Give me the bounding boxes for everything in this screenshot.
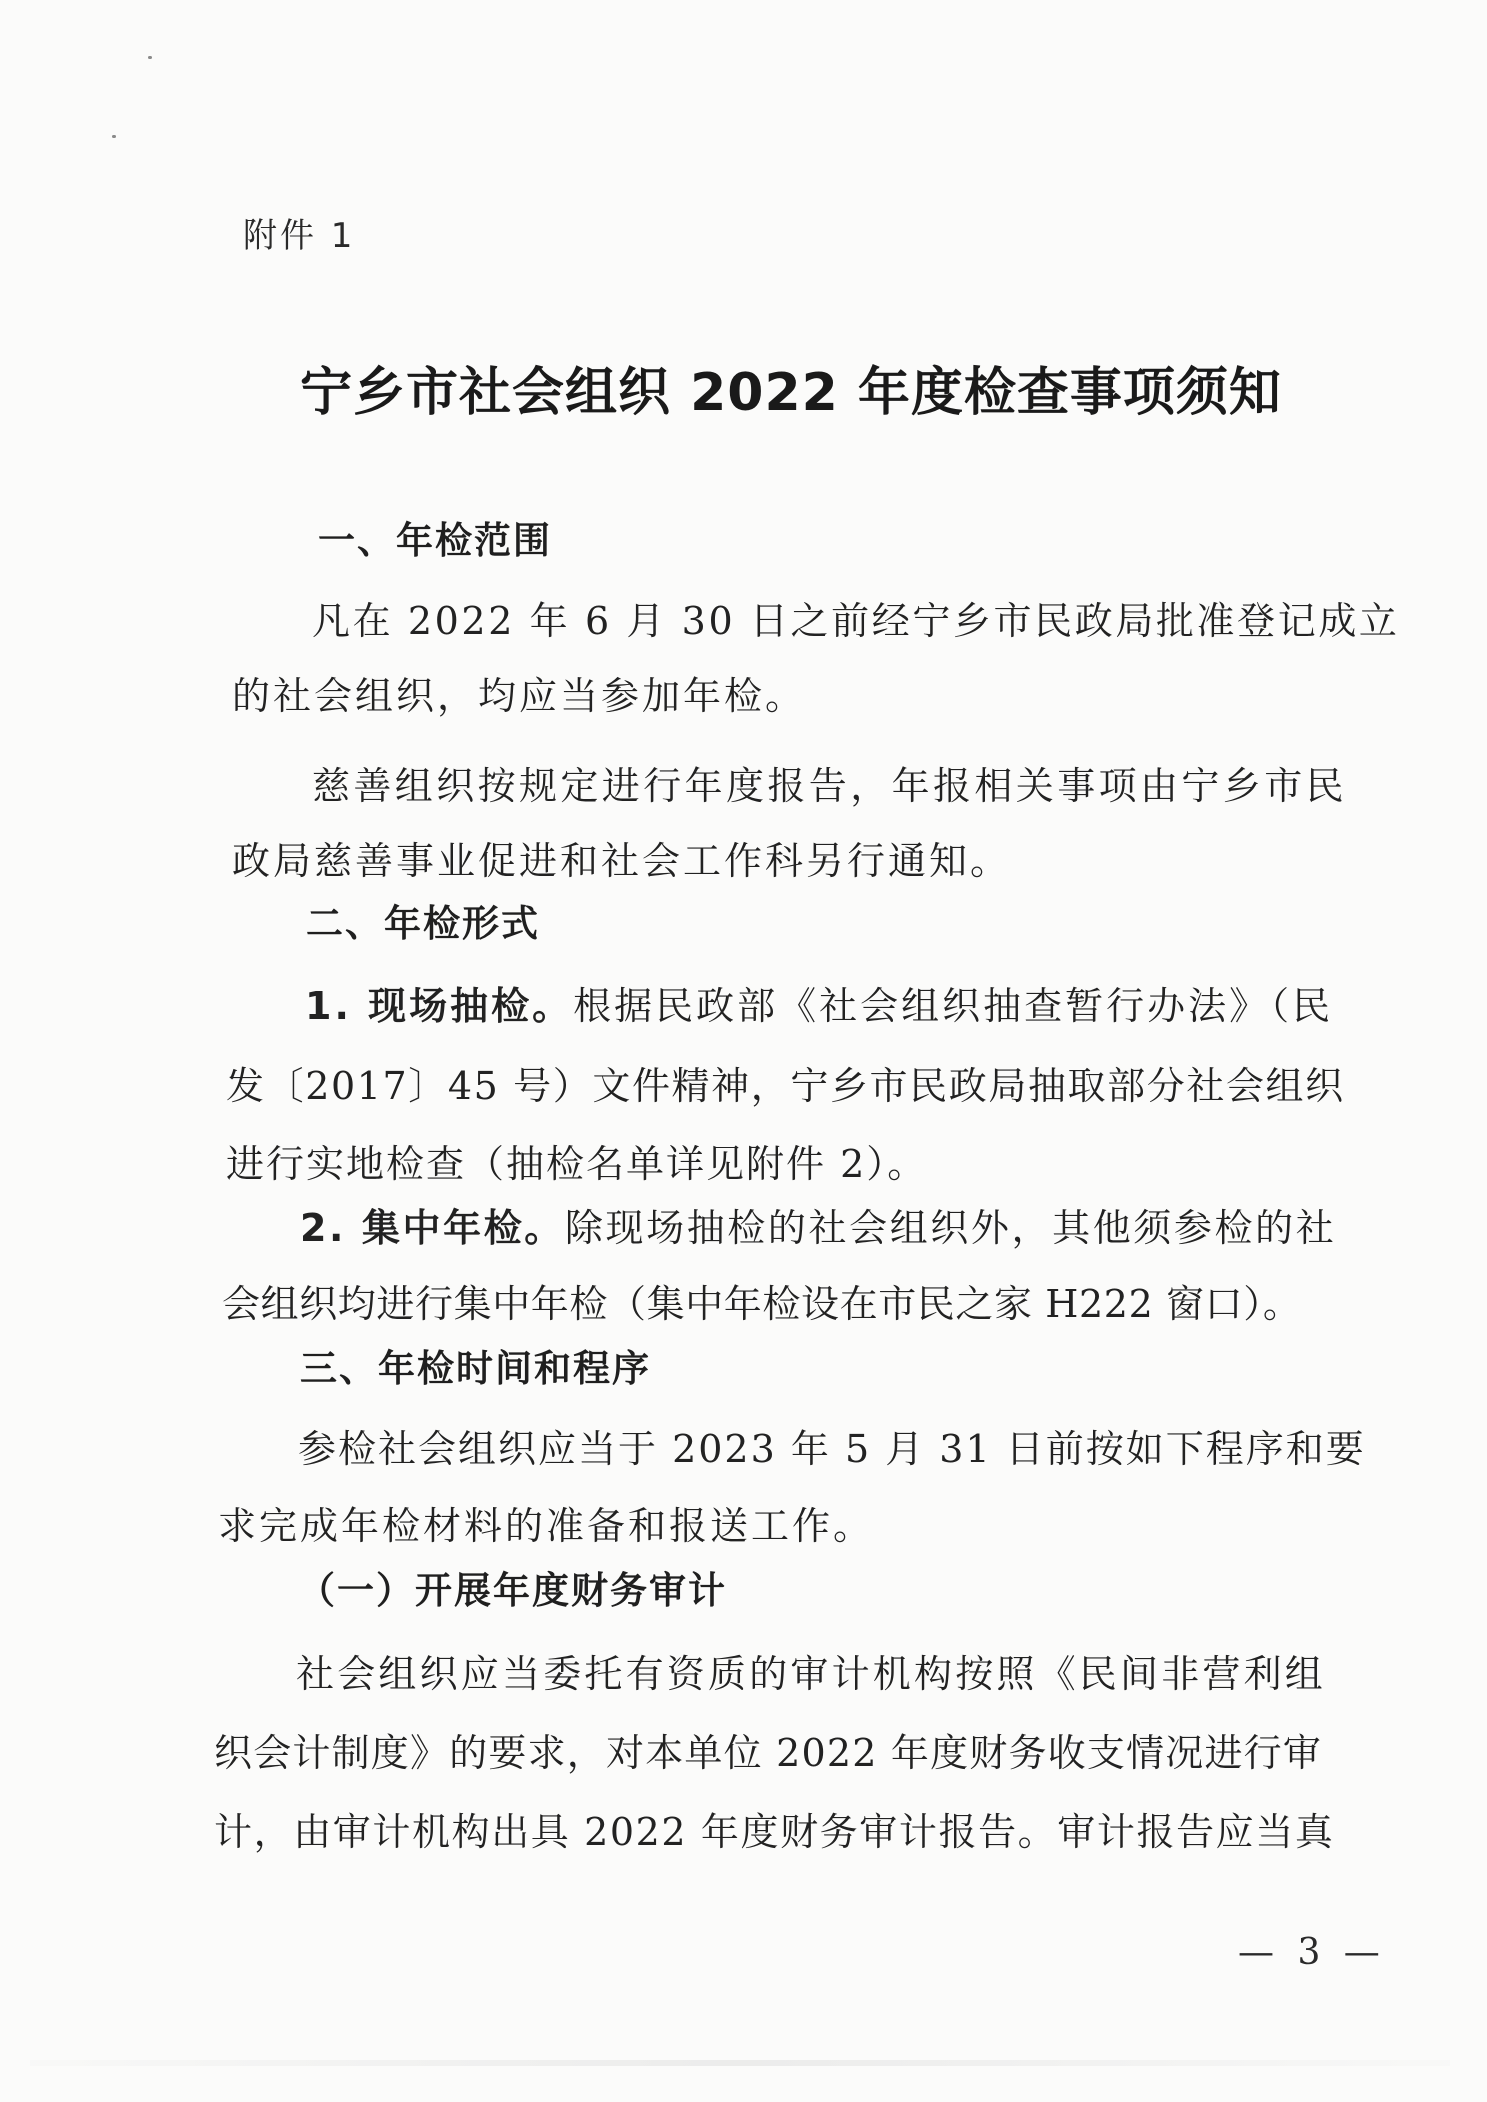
paragraph-line: 社会组织应当委托有资质的审计机构按照《民间非营利组 <box>296 1652 1327 1696</box>
subsection-heading-audit: （一）开展年度财务审计 <box>298 1569 727 1612</box>
paragraph-line: 织会计制度》的要求，对本单位 2022 年度财务收支情况进行审 <box>214 1731 1323 1775</box>
paragraph-line: 计，由审计机构出具 2022 年度财务审计报告。审计报告应当真 <box>214 1810 1335 1854</box>
paragraph-line: 参检社会组织应当于 2023 年 5 月 31 日前按如下程序和要 <box>298 1427 1366 1471</box>
list-item-text: 根据民政部《社会组织抽查暂行办法》（民 <box>573 984 1334 1028</box>
paragraph-line: 的社会组织，均应当参加年检。 <box>232 674 807 718</box>
paragraph-line: 会组织均进行集中年检（集中年检设在市民之家 H222 窗口）。 <box>222 1282 1302 1326</box>
document-title: 宁乡市社会组织 2022 年度检查事项须知 <box>300 363 1282 423</box>
page-number: — 3 — <box>1238 1932 1386 1973</box>
paragraph-line: 发〔2017〕45 号）文件精神，宁乡市民政局抽取部分社会组织 <box>226 1064 1345 1108</box>
paragraph-line: 进行实地检查（抽检名单详见附件 2）。 <box>226 1142 928 1186</box>
section-heading-form: 二、年检形式 <box>306 902 540 945</box>
section-heading-schedule: 三、年检时间和程序 <box>300 1347 651 1390</box>
scan-edge-smudge <box>30 2060 1450 2066</box>
section-heading-scope: 一、年检范围 <box>318 519 552 562</box>
paragraph-line: 慈善组织按规定进行年度报告，年报相关事项由宁乡市民 <box>312 764 1348 808</box>
list-item-lead: 1. 现场抽检。 <box>305 984 574 1028</box>
scan-speck <box>112 135 116 138</box>
paragraph-line: 凡在 2022 年 6 月 30 日之前经宁乡市民政局批准登记成立 <box>312 599 1400 643</box>
scan-speck <box>148 56 152 59</box>
attachment-label: 附件 1 <box>243 216 356 256</box>
paragraph-line: 求完成年检材料的准备和报送工作。 <box>218 1504 875 1548</box>
list-item-centralized <box>300 1197 1336 1252</box>
paragraph-line: 政局慈善事业促进和社会工作科另行通知。 <box>232 839 1012 883</box>
list-item-lead: 2. 集中年检。 <box>300 1206 565 1250</box>
list-item-onsite <box>305 975 1333 1030</box>
list-item-text: 除现场抽检的社会组织外，其他须参检的社 <box>564 1206 1337 1250</box>
